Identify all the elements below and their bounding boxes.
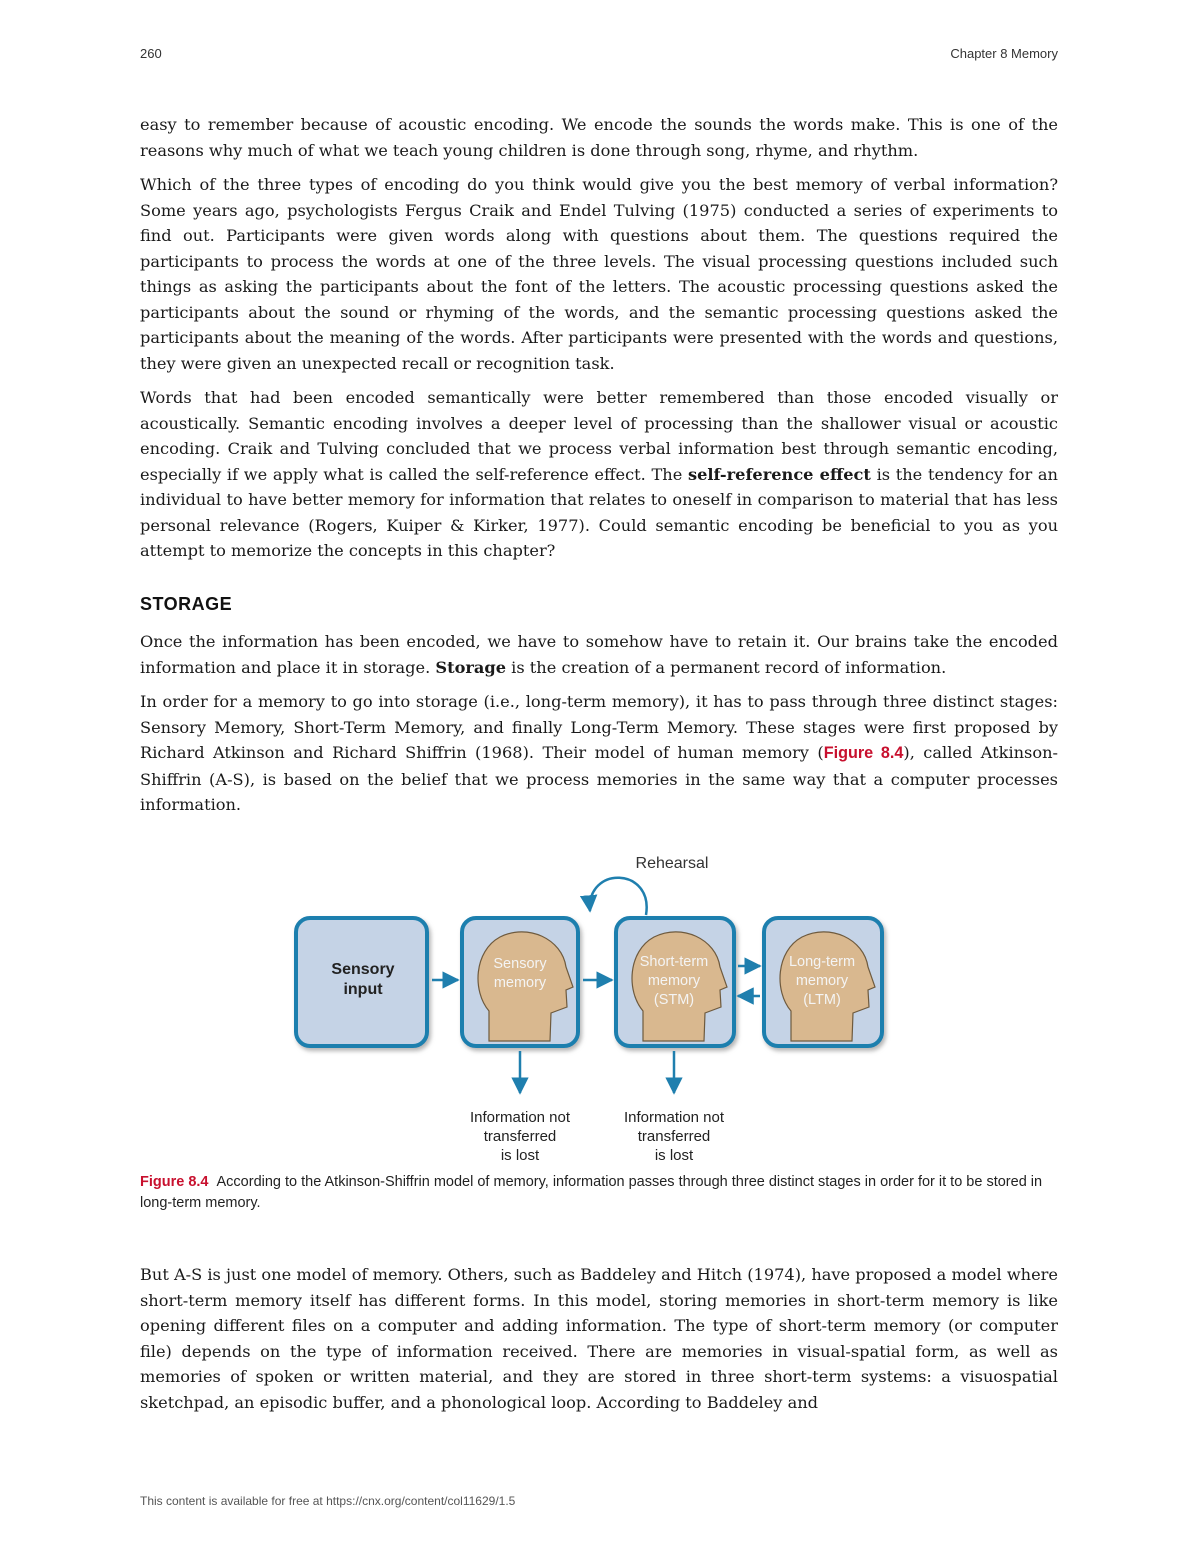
sensory-memory-label: memory xyxy=(493,975,547,991)
paragraph: Words that had been encoded semantically were better remembered than those encoded visually or acoustically. Semantic encoding involves a deeper level of processing than the shallower visual or acoustic encoding. Craik and Tulving concluded that we process verbal information best through semantic encoding, especially if we apply what is called the self-reference effect. The self-reference effect is the tendency for an individual to have better memory for information that relates to oneself in comparison to material that has less personal relevance (Rogers, Kuiper & Kirker, 1977). Could semantic encoding be beneficial to you as you attempt to memorize the concepts in this chapter? xyxy=(140,388,1058,560)
paragraph: easy to remember because of acoustic encoding. We encode the sounds the words make. This is one of the reasons why much of what we teach young children is done through song, rhyme, and rhythm. xyxy=(140,115,1058,160)
lost-label: transferred xyxy=(637,1128,711,1145)
rehearsal-arrow xyxy=(590,878,647,915)
paragraph: In order for a memory to go into storage (i.e., long-term memory), it has to pass through three distinct stages: Sensory Memory, Short-Term Memory, and finally Long-Term Memory. These stages were first proposed by Richard Atkinson and Richard Shiffrin (1968). Their model of human memory (Figure 8.4), called Atkinson-Shiffrin (A-S), is based on the belief that we process memories in the same way that a computer processes information. xyxy=(140,692,1058,814)
paragraph: Once the information has been encoded, we have to somehow have to retain it. Our brains take the encoded information and place it in storage. Storage is the creation of a permanent record of information. xyxy=(140,632,1058,677)
footer-note: This content is available for free at https://cnx.org/content/col11629/1.5 xyxy=(140,1494,516,1508)
section-title: STORAGE xyxy=(140,593,233,614)
figure-caption xyxy=(140,1172,1058,1214)
key-term: self-reference effect xyxy=(687,464,871,484)
lost-label: is lost xyxy=(500,1147,540,1164)
paragraph: Which of the three types of encoding do you think would give you the best memory of verbal information? Some years ago, psychologists Fergus Craik and Endel Tulving (1975) conducted a series of experiments to find out. Participants were given words along with questions about them. The questions required the participants to process the words at one of the three levels. The visual processing questions included such things as asking the participants about the font of the letters. The acoustic processing questions asked the participants about the sound or rhyming of the words, and the semantic processing questions asked the participants about the meaning of the words. After participants were presented with the words and questions, they were given an unexpected recall or recognition task. xyxy=(140,175,1058,373)
stm-label: memory xyxy=(647,973,701,989)
lost-label: Information not xyxy=(469,1109,571,1126)
chapter-title: Chapter 8 Memory xyxy=(950,46,1058,61)
running-header xyxy=(140,46,1058,68)
sensory-input-label: Sensory xyxy=(331,961,395,978)
lost-label: is lost xyxy=(654,1147,694,1164)
ltm-label: memory xyxy=(795,973,849,989)
ltm-label: Long-term xyxy=(788,954,856,970)
paragraph: But A-S is just one model of memory. Others, such as Baddeley and Hitch (1974), have proposed a model where short-term memory itself has different forms. In this model, storing memories in short-term memory is like opening different files on a computer and adding information. The type of short-term memory (or computer file) depends on the type of information received. There are memories in visual-spatial form, as well as memories of spoken or written material, and they are stored in three short-term systems: a visuospatial sketchpad, an episodic buffer, and a phonological loop. According to Baddeley and xyxy=(140,1265,1058,1412)
key-term: Storage xyxy=(435,657,507,677)
rehearsal-label: Rehearsal xyxy=(635,855,709,872)
ltm-label: (LTM) xyxy=(803,992,841,1008)
stm-label: Short-term xyxy=(639,954,709,970)
caption-text: According to the Atkinson-Shiffrin model of memory, information passes through three distinct stages in order for it to be stored in long-term memory. xyxy=(140,1174,1043,1211)
figure-link[interactable]: Figure 8.4 xyxy=(823,744,904,762)
body-upper xyxy=(140,112,1058,827)
sensory-memory-label: Sensory xyxy=(493,956,547,972)
lost-label: transferred xyxy=(483,1128,557,1145)
body-lower xyxy=(140,1262,1058,1424)
atkinson-shiffrin-diagram xyxy=(286,845,906,1170)
caption-label: Figure 8.4 xyxy=(140,1174,209,1190)
sensory-input-label: input xyxy=(343,981,383,998)
page-number: 260 xyxy=(140,46,162,61)
stm-label: (STM) xyxy=(653,992,695,1008)
lost-label: Information not xyxy=(623,1109,725,1126)
